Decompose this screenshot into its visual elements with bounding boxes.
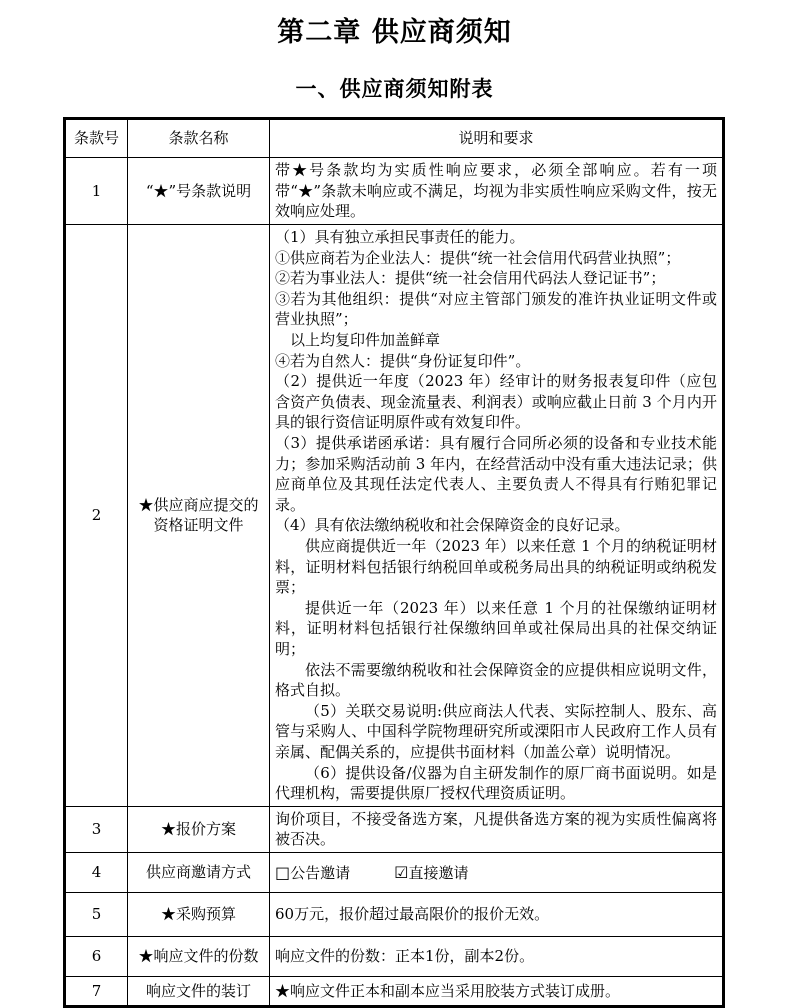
clause-number-cell: 4 xyxy=(65,853,128,893)
clause-desc-cell xyxy=(270,225,724,807)
invitation-option-direct xyxy=(394,864,468,882)
checkbox-unchecked-icon: □ xyxy=(275,862,291,882)
checkbox-checked-icon: ☑ xyxy=(394,862,409,882)
column-header-clause-name: 条款名称 xyxy=(128,119,270,158)
requirement-paragraph: （4）具有依法缴纳税收和社会保障资金的良好记录。 xyxy=(275,516,630,535)
clause-number-cell: 7 xyxy=(65,977,128,1007)
requirement-paragraph: 提供近一年（2023 年）以来任意 1 个月的社保缴纳证明材料，证明材料包括银行社保缴纳回单或社保局出具的社保交纳证明； xyxy=(275,598,717,658)
clause-number-cell: 3 xyxy=(65,806,128,852)
table-row xyxy=(65,937,724,977)
clause-desc-cell: 响应文件的份数：正本1份，副本2份。 xyxy=(270,937,724,977)
requirement-paragraph: ①供应商若为企业法人：提供“统一社会信用代码营业执照”； xyxy=(275,248,681,267)
checkbox-label: 公告邀请 xyxy=(290,863,351,882)
requirement-paragraph: 以上均复印件加盖鲜章 xyxy=(290,331,441,350)
clause-name-cell: ★报价方案 xyxy=(128,806,270,852)
requirement-paragraph: ③若为其他组织：提供“对应主管部门颁发的准许执业证明文件或营业执照”； xyxy=(275,289,717,329)
clause-name-cell: “★”号条款说明 xyxy=(128,158,270,225)
page-title: 第二章 供应商须知 xyxy=(277,17,512,48)
table-row xyxy=(65,806,724,852)
clause-name-cell: 响应文件的装订 xyxy=(128,977,270,1007)
clause-name-cell: 供应商邀请方式 xyxy=(128,853,270,893)
requirement-paragraph: （2）提供近一年度（2023 年）经审计的财务报表复印件（应包含资产负债表、现金流量表、利润表）或响应截止日前 3 个月内开具的银行资信证明原件或有效复印件。 xyxy=(275,372,717,432)
clause-number-cell: 2 xyxy=(65,225,128,807)
clause-number-cell: 1 xyxy=(65,158,128,225)
requirement-paragraph: ②若为事业法人：提供“统一社会信用代码法人登记证书”； xyxy=(275,269,666,288)
table-row xyxy=(65,225,724,807)
clause-name-cell: ★采购预算 xyxy=(128,893,270,937)
clause-name-cell: ★响应文件的份数 xyxy=(128,937,270,977)
requirement-paragraph: （6）提供设备/仪器为自主研发制作的原厂商书面说明。如是代理机构，需要提供原厂授权代理资质证明。 xyxy=(275,763,717,803)
requirement-paragraph: （1）具有独立承担民事责任的能力。 xyxy=(275,228,525,247)
table-row xyxy=(65,158,724,225)
table-row xyxy=(65,893,724,937)
requirement-paragraph: ④若为自然人：提供“身份证复印件”。 xyxy=(275,351,531,370)
table-row xyxy=(65,977,724,1007)
clause-number-cell: 5 xyxy=(65,893,128,937)
clause-number-cell: 6 xyxy=(65,937,128,977)
clause-desc-cell: 带★号条款均为实质性响应要求，必须全部响应。若有一项带“★”条款未响应或不满足，均视为非实质性响应采购文件，按无效响应处理。 xyxy=(270,158,724,225)
clause-desc-cell: 60万元，报价超过最高限价的报价无效。 xyxy=(270,893,724,937)
column-header-clause-no: 条款号 xyxy=(65,119,128,158)
requirement-paragraph: 依法不需要缴纳税收和社会保障资金的应提供相应说明文件，格式自拟。 xyxy=(275,660,717,700)
page-subtitle: 一、供应商须知附表 xyxy=(295,77,494,101)
clause-desc-cell xyxy=(270,853,724,893)
clause-desc-cell: 询价项目，不接受备选方案，凡提供备选方案的视为实质性偏离将被否决。 xyxy=(270,806,724,852)
column-header-description: 说明和要求 xyxy=(270,119,724,158)
table-row xyxy=(65,853,724,893)
clause-desc-cell: ★响应文件正本和副本应当采用胶装方式装订成册。 xyxy=(270,977,724,1007)
table-header-row xyxy=(65,119,724,158)
checkbox-label: 直接邀请 xyxy=(408,863,469,882)
requirement-paragraph: 供应商提供近一年（2023 年）以来任意 1 个月的纳税证明材料，证明材料包括银行纳税回单或税务局出具的纳税证明或纳税发票； xyxy=(275,536,717,597)
invitation-option-public xyxy=(275,864,350,882)
requirement-paragraph: （5）关联交易说明:供应商法人代表、实际控制人、股东、高管与采购人、中国科学院物理研究所或溧阳市人民政府工作人员有亲属、配偶关系的，应提供书面材料（加盖公章）说明情况。 xyxy=(275,701,717,761)
requirement-paragraph: （3）提供承诺函承诺：具有履行合同所必须的设备和专业技术能力；参加采购活动前 3 年内，在经营活动中没有重大违法记录；供应商单位及其现任法定代表人、主要负责人不得具有行贿犯罪记录。 xyxy=(275,434,717,514)
supplier-notice-table xyxy=(63,117,725,1008)
clause-name-cell: ★供应商应提交的资格证明文件 xyxy=(128,225,270,807)
